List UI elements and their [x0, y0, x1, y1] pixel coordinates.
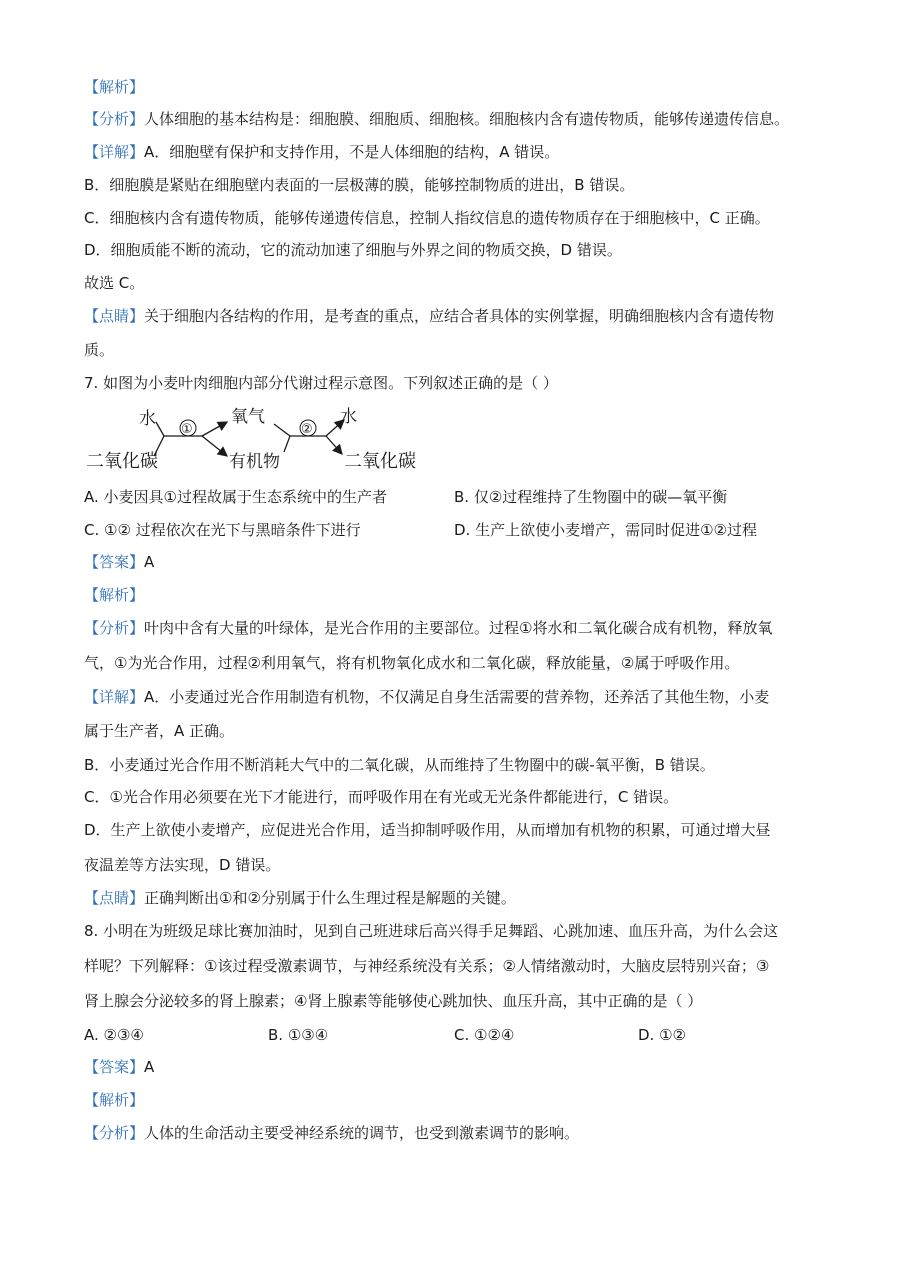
inputs-converge-line — [156, 422, 164, 436]
water-in-label: 水 — [139, 409, 156, 429]
arrow-to-oxygen — [202, 422, 227, 436]
detail-label: 【详解】 — [84, 143, 145, 161]
analysis-label: 【分析】 — [84, 110, 145, 128]
comment-label: 【点睛】 — [84, 307, 145, 325]
analysis-label: 【分析】 — [84, 1124, 145, 1142]
question-7: 7. 如图为小麦叶肉细胞内部分代谢过程示意图。下列叙述正确的是（ ） — [84, 374, 558, 392]
comment-text: 关于细胞内各结构的作用，是考查的重点，应结合者具体的实例掌握，明确细胞核内含有遗传物 — [144, 307, 775, 325]
question-8-line-3: 肾上腺会分泌较多的肾上腺素；④肾上腺素等能够使心跳加快、血压升高，其中正确的是（ ） — [84, 992, 703, 1010]
analysis-line — [84, 1123, 579, 1143]
detail-text: A．细胞壁有保护和支持作用，不是人体细胞的结构，A 错误。 — [144, 143, 560, 161]
analysis-heading: 【解析】 — [84, 586, 145, 604]
detail-b: B．细胞膜是紧贴在细胞壁内表面的一层极薄的膜，能够控制物质的进出，B 错误。 — [84, 176, 635, 194]
q8-option-d: D. ①② — [638, 1026, 686, 1044]
co2-in-label: 二氧化碳 — [86, 451, 158, 472]
answer-label: 【答案】 — [84, 553, 145, 571]
q7-answer — [84, 552, 154, 572]
comment-label: 【点睛】 — [84, 889, 145, 907]
detail-d: D．生产上欲使小麦增产，应促进光合作用，适当抑制呼吸作用，从而增加有机物的积累，可通过增大昼 — [84, 821, 771, 839]
detail-label: 【详解】 — [84, 688, 145, 706]
analysis-line — [84, 618, 772, 638]
water-out-label: 水 — [340, 407, 357, 427]
analysis-heading: 【解析】 — [84, 78, 145, 96]
detail-line — [84, 687, 769, 707]
inputs-stem-line — [154, 436, 164, 456]
question-8-line-2: 样呢？下列解释：①该过程受激素调节，与神经系统没有关系；②人情绪激动时，大脑皮层特别兴奋；③ — [84, 957, 770, 975]
organic-label: 有机物 — [229, 452, 280, 472]
step-1-label: ① — [181, 422, 193, 437]
analysis-text: 叶肉中含有大量的叶绿体，是光合作用的主要部位。过程①将水和二氧化碳合成有机物，释放氧 — [144, 619, 773, 637]
step-2-label: ② — [301, 422, 313, 437]
comment-line — [84, 306, 774, 326]
analysis-text: 人体细胞的基本结构是：细胞膜、细胞质、细胞核。细胞核内含有遗传物质，能够传递遗传信息。 — [144, 110, 790, 128]
arrow-to-co2 — [326, 436, 342, 454]
q8-answer — [84, 1057, 154, 1077]
answer-label: 【答案】 — [84, 1058, 145, 1076]
q8-option-c: C. ①②④ — [454, 1026, 515, 1044]
oxygen-label: 氧气 — [231, 407, 265, 427]
co2-out-label: 二氧化碳 — [344, 451, 416, 472]
metabolism-diagram — [84, 400, 424, 475]
process-2-in-top — [274, 424, 290, 436]
process-2-in-bottom — [284, 436, 290, 452]
detail-c: C．①光合作用必须要在光下才能进行，而呼吸作用在有光或无光条件都能进行，C 错误。 — [84, 788, 679, 806]
detail-line — [84, 142, 559, 162]
arrow-to-organic — [202, 436, 227, 456]
comment-line-2: 质。 — [84, 341, 115, 359]
detail-text: A．小麦通过光合作用制造有机物，不仅满足自身生活需要的营养物，还养活了其他生物，小麦 — [144, 688, 770, 706]
analysis-line-2: 气，①为光合作用，过程②利用氧气，将有机物氧化成水和二氧化碳，释放能量，②属于呼吸作用。 — [84, 654, 740, 672]
detail-c: C．细胞核内含有遗传物质，能够传递遗传信息，控制人指纹信息的遗传物质存在于细胞核中，C 正确。 — [84, 209, 770, 227]
answer-value: A — [144, 553, 155, 571]
detail-d-cont: 夜温差等方法实现，D 错误。 — [84, 856, 281, 874]
q7-option-b: B. 仅②过程维持了生物圈中的碳—氧平衡 — [454, 488, 728, 506]
q7-option-a: A. 小麦因具①过程故属于生态系统中的生产者 — [84, 488, 387, 506]
detail-a-cont: 属于生产者，A 正确。 — [84, 722, 235, 740]
q7-option-d: D. 生产上欲使小麦增产，需同时促进①②过程 — [454, 521, 757, 539]
choice-statement: 故选 C。 — [84, 274, 145, 292]
answer-value: A — [144, 1058, 155, 1076]
q8-option-b: B. ①③④ — [268, 1026, 329, 1044]
analysis-heading: 【解析】 — [84, 1091, 145, 1109]
analysis-label: 【分析】 — [84, 619, 145, 637]
question-8: 8. 小明在为班级足球比赛加油时，见到自己班进球后高兴得手足舞蹈、心跳加速、血压升高，为什么会这 — [84, 922, 779, 940]
analysis-line — [84, 109, 789, 129]
comment-line — [84, 888, 516, 908]
detail-b: B．小麦通过光合作用不断消耗大气中的二氧化碳，从而维持了生物圈中的碳-氧平衡，B 错误。 — [84, 756, 715, 774]
comment-text: 正确判断出①和②分别属于什么生理过程是解题的关键。 — [144, 889, 516, 907]
detail-d: D．细胞质能不断的流动，它的流动加速了细胞与外界之间的物质交换，D 错误。 — [84, 241, 622, 259]
q8-option-a: A. ②③④ — [84, 1026, 144, 1044]
q7-option-c: C. ①② 过程依次在光下与黑暗条件下进行 — [84, 521, 361, 539]
analysis-text: 人体的生命活动主要受神经系统的调节，也受到激素调节的影响。 — [144, 1124, 580, 1142]
